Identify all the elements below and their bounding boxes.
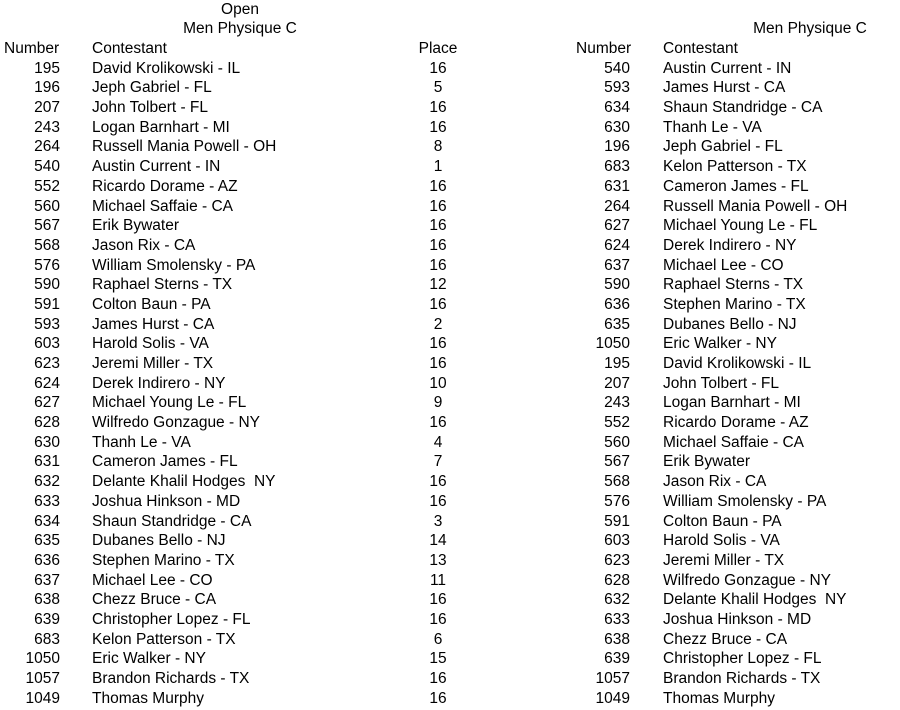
contestant-number: 1050 xyxy=(25,650,60,668)
contestant-name: Kelon Patterson - TX xyxy=(92,630,236,648)
contestant-number: 635 xyxy=(604,315,630,333)
contestant-name: Eric Walker - NY xyxy=(92,650,206,668)
contestant-number: 1050 xyxy=(595,335,630,353)
contestant-place: 6 xyxy=(433,630,443,648)
contestant-number: 638 xyxy=(34,591,60,609)
contestant-number: 591 xyxy=(34,295,60,313)
contestant-name: Jason Rix - CA xyxy=(92,236,196,254)
contestant-number: 638 xyxy=(604,630,630,648)
contestant-name: Erik Bywater xyxy=(92,217,179,235)
contestant-place: 16 xyxy=(429,256,447,274)
contestant-place: 13 xyxy=(429,551,447,569)
contestant-name: Cameron James - FL xyxy=(663,177,809,195)
contestant-number: 627 xyxy=(34,394,60,412)
contestant-name: Derek Indirero - NY xyxy=(92,374,226,392)
contestant-name: Austin Current - IN xyxy=(663,59,792,77)
contestant-name: William Smolensky - PA xyxy=(92,256,256,274)
contestant-place: 10 xyxy=(429,374,447,392)
contestant-place: 9 xyxy=(433,394,443,412)
contestant-name: Wilfredo Gonzague - NY xyxy=(663,571,831,589)
contestant-number: 576 xyxy=(34,256,60,274)
contestant-number: 207 xyxy=(34,99,60,117)
contestant-name: Eric Walker - NY xyxy=(663,335,777,353)
contestant-name: Raphael Sterns - TX xyxy=(663,276,804,294)
contestant-name: Jason Rix - CA xyxy=(663,473,767,491)
contestant-number: 603 xyxy=(604,532,630,550)
contestant-name: Colton Baun - PA xyxy=(663,512,782,530)
contestant-name: Jeph Gabriel - FL xyxy=(92,79,212,97)
contestant-name: Kelon Patterson - TX xyxy=(663,158,807,176)
contestant-place: 16 xyxy=(429,217,447,235)
contestant-name: Harold Solis - VA xyxy=(92,335,209,353)
contestant-name: Austin Current - IN xyxy=(92,158,221,176)
contestant-name: Harold Solis - VA xyxy=(663,532,780,550)
contestant-name: Jeremi Miller - TX xyxy=(92,355,214,372)
contestant-name: Jeremi Miller - TX xyxy=(663,551,785,569)
contestant-name: Michael Lee - CO xyxy=(92,571,213,589)
contestant-place: 3 xyxy=(433,512,443,530)
contestant-place: 16 xyxy=(429,335,447,353)
contestant-place: 16 xyxy=(429,355,447,372)
contestant-number: 603 xyxy=(34,335,60,353)
contestant-number: 552 xyxy=(604,414,630,432)
contestant-number: 628 xyxy=(604,571,630,589)
contestant-number: 634 xyxy=(604,99,630,117)
left-contestant-column xyxy=(92,39,392,708)
right-contestant-column xyxy=(663,39,893,708)
contestant-number: 540 xyxy=(604,59,630,77)
contestant-place: 16 xyxy=(429,118,447,136)
contestant-name: Christopher Lopez - FL xyxy=(663,650,822,668)
contestant-name: Delante Khalil Hodges NY xyxy=(92,473,276,491)
contestant-number: 633 xyxy=(34,492,60,510)
contestant-number: 635 xyxy=(34,532,60,550)
contestant-name: Michael Young Le - FL xyxy=(663,217,818,235)
contestant-number: 576 xyxy=(604,492,630,510)
contestant-number: 568 xyxy=(604,473,630,491)
contestant-name: David Krolikowski - IL xyxy=(663,355,812,372)
contestant-number: 593 xyxy=(604,79,630,97)
contestant-number: 631 xyxy=(604,177,630,195)
contestant-number: 243 xyxy=(604,394,630,412)
contestant-place: 5 xyxy=(433,79,443,97)
contestant-place: 12 xyxy=(429,276,447,294)
contestant-number: 636 xyxy=(604,295,630,313)
contestant-name: Thanh Le - VA xyxy=(663,118,762,136)
contestant-name: Dubanes Bello - NJ xyxy=(92,532,226,550)
contestant-number: 593 xyxy=(34,315,60,333)
contestant-number: 630 xyxy=(604,118,630,136)
contestant-name: Joshua Hinkson - MD xyxy=(92,492,241,510)
contestant-number: 627 xyxy=(604,217,630,235)
contestant-number: 637 xyxy=(34,571,60,589)
contestant-number: 637 xyxy=(604,256,630,274)
contestant-name: Russell Mania Powell - OH xyxy=(663,197,848,215)
contestant-number: 196 xyxy=(34,79,60,97)
contestant-number: 1049 xyxy=(595,689,630,707)
right-header-number: Number xyxy=(576,40,632,57)
contestant-number: 631 xyxy=(34,453,60,471)
right-title-class: Men Physique C xyxy=(753,20,867,37)
contestant-number: 634 xyxy=(34,512,60,530)
contestant-place: 16 xyxy=(429,99,447,117)
contestant-number: 243 xyxy=(34,118,60,136)
contestant-name: Cameron James - FL xyxy=(92,453,238,471)
contestant-number: 560 xyxy=(34,197,60,215)
contestant-number: 591 xyxy=(604,512,630,530)
contestant-number: 630 xyxy=(34,433,60,451)
contestant-place: 16 xyxy=(429,610,447,628)
contestant-name: Thanh Le - VA xyxy=(92,433,191,451)
contestant-number: 195 xyxy=(604,355,630,372)
contestant-name: James Hurst - CA xyxy=(663,79,786,97)
contestant-place: 16 xyxy=(429,197,447,215)
contestant-name: Michael Saffaie - CA xyxy=(663,433,804,451)
right-header-contestant: Contestant xyxy=(663,40,738,57)
contestant-place: 16 xyxy=(429,689,447,707)
contestant-place: 8 xyxy=(433,138,443,156)
contestant-place: 16 xyxy=(429,670,447,687)
contestant-number: 624 xyxy=(34,374,60,392)
contestant-number: 1049 xyxy=(25,689,60,707)
contestant-place: 16 xyxy=(429,295,447,313)
contestant-number: 560 xyxy=(604,433,630,451)
contestant-place: 14 xyxy=(429,532,447,550)
contestant-place: 4 xyxy=(433,433,443,451)
contestant-name: Delante Khalil Hodges NY xyxy=(663,591,847,609)
contestant-name: Jeph Gabriel - FL xyxy=(663,138,783,156)
contestant-place: 11 xyxy=(429,571,447,589)
contestant-name: Wilfredo Gonzague - NY xyxy=(92,414,260,432)
contestant-place: 1 xyxy=(433,158,443,176)
contestant-number: 1057 xyxy=(595,670,630,687)
contestant-place: 15 xyxy=(429,650,447,668)
contestant-place: 2 xyxy=(433,315,443,333)
left-title-division: Open xyxy=(221,1,259,18)
contestant-name: Ricardo Dorame - AZ xyxy=(92,177,238,195)
contestant-name: Erik Bywater xyxy=(663,453,750,471)
contestant-number: 195 xyxy=(34,59,60,77)
contestant-number: 568 xyxy=(34,236,60,254)
left-title-class: Men Physique C xyxy=(183,20,297,37)
left-header-contestant: Contestant xyxy=(92,40,167,57)
contestant-name: Thomas Murphy xyxy=(663,689,775,707)
left-header-place: Place xyxy=(418,40,458,57)
contestant-number: 633 xyxy=(604,610,630,628)
contestant-number: 683 xyxy=(34,630,60,648)
contestant-name: Michael Saffaie - CA xyxy=(92,197,233,215)
contestant-name: Logan Barnhart - MI xyxy=(92,118,230,136)
contestant-name: David Krolikowski - IL xyxy=(92,59,241,77)
contestant-name: Brandon Richards - TX xyxy=(92,670,250,687)
contestant-place: 16 xyxy=(429,473,447,491)
contestant-name: Derek Indirero - NY xyxy=(663,236,797,254)
contestant-place: 16 xyxy=(429,236,447,254)
contestant-name: Christopher Lopez - FL xyxy=(92,610,251,628)
contestant-number: 590 xyxy=(34,276,60,294)
contestant-name: Dubanes Bello - NJ xyxy=(663,315,797,333)
contestant-place: 16 xyxy=(429,177,447,195)
contestant-number: 207 xyxy=(604,374,630,392)
contestant-place: 16 xyxy=(429,591,447,609)
contestant-place: 16 xyxy=(429,59,447,77)
left-number-column xyxy=(0,39,60,708)
contestant-place: 7 xyxy=(433,453,443,471)
contestant-name: John Tolbert - FL xyxy=(663,374,780,392)
contestant-name: James Hurst - CA xyxy=(92,315,215,333)
contestant-name: Colton Baun - PA xyxy=(92,295,211,313)
contestant-name: Joshua Hinkson - MD xyxy=(663,610,812,628)
contestant-number: 683 xyxy=(604,158,630,176)
contestant-number: 1057 xyxy=(25,670,60,687)
contestant-name: Russell Mania Powell - OH xyxy=(92,138,277,156)
contestant-name: Stephen Marino - TX xyxy=(663,295,806,313)
contestant-name: Thomas Murphy xyxy=(92,689,204,707)
contestant-number: 540 xyxy=(34,158,60,176)
contestant-number: 567 xyxy=(604,453,630,471)
left-place-column xyxy=(410,39,466,708)
contestant-number: 196 xyxy=(604,138,630,156)
contestant-number: 632 xyxy=(604,591,630,609)
contestant-name: Chezz Bruce - CA xyxy=(92,591,217,609)
contestant-number: 590 xyxy=(604,276,630,294)
contestant-name: William Smolensky - PA xyxy=(663,492,827,510)
contestant-number: 639 xyxy=(34,610,60,628)
contestant-name: Chezz Bruce - CA xyxy=(663,630,788,648)
contestant-number: 567 xyxy=(34,217,60,235)
contestant-number: 623 xyxy=(34,355,60,372)
contestant-number: 552 xyxy=(34,177,60,195)
contestant-number: 632 xyxy=(34,473,60,491)
contestant-name: Brandon Richards - TX xyxy=(663,670,821,687)
contestant-name: Ricardo Dorame - AZ xyxy=(663,414,809,432)
contestant-number: 628 xyxy=(34,414,60,432)
contestant-number: 264 xyxy=(34,138,60,156)
contestant-number: 636 xyxy=(34,551,60,569)
contestant-name: Stephen Marino - TX xyxy=(92,551,235,569)
contestant-number: 639 xyxy=(604,650,630,668)
right-number-column xyxy=(570,39,630,708)
contestant-name: Raphael Sterns - TX xyxy=(92,276,233,294)
contestant-place: 16 xyxy=(429,414,447,432)
contestant-name: Shaun Standridge - CA xyxy=(92,512,252,530)
contestant-place: 16 xyxy=(429,492,447,510)
contestant-name: Michael Young Le - FL xyxy=(92,394,247,412)
contestant-name: John Tolbert - FL xyxy=(92,99,209,117)
left-header-number: Number xyxy=(4,40,60,57)
contestant-number: 623 xyxy=(604,551,630,569)
contestant-number: 264 xyxy=(604,197,630,215)
contestant-name: Shaun Standridge - CA xyxy=(663,99,823,117)
contestant-name: Logan Barnhart - MI xyxy=(663,394,801,412)
contestant-name: Michael Lee - CO xyxy=(663,256,784,274)
contestant-number: 624 xyxy=(604,236,630,254)
